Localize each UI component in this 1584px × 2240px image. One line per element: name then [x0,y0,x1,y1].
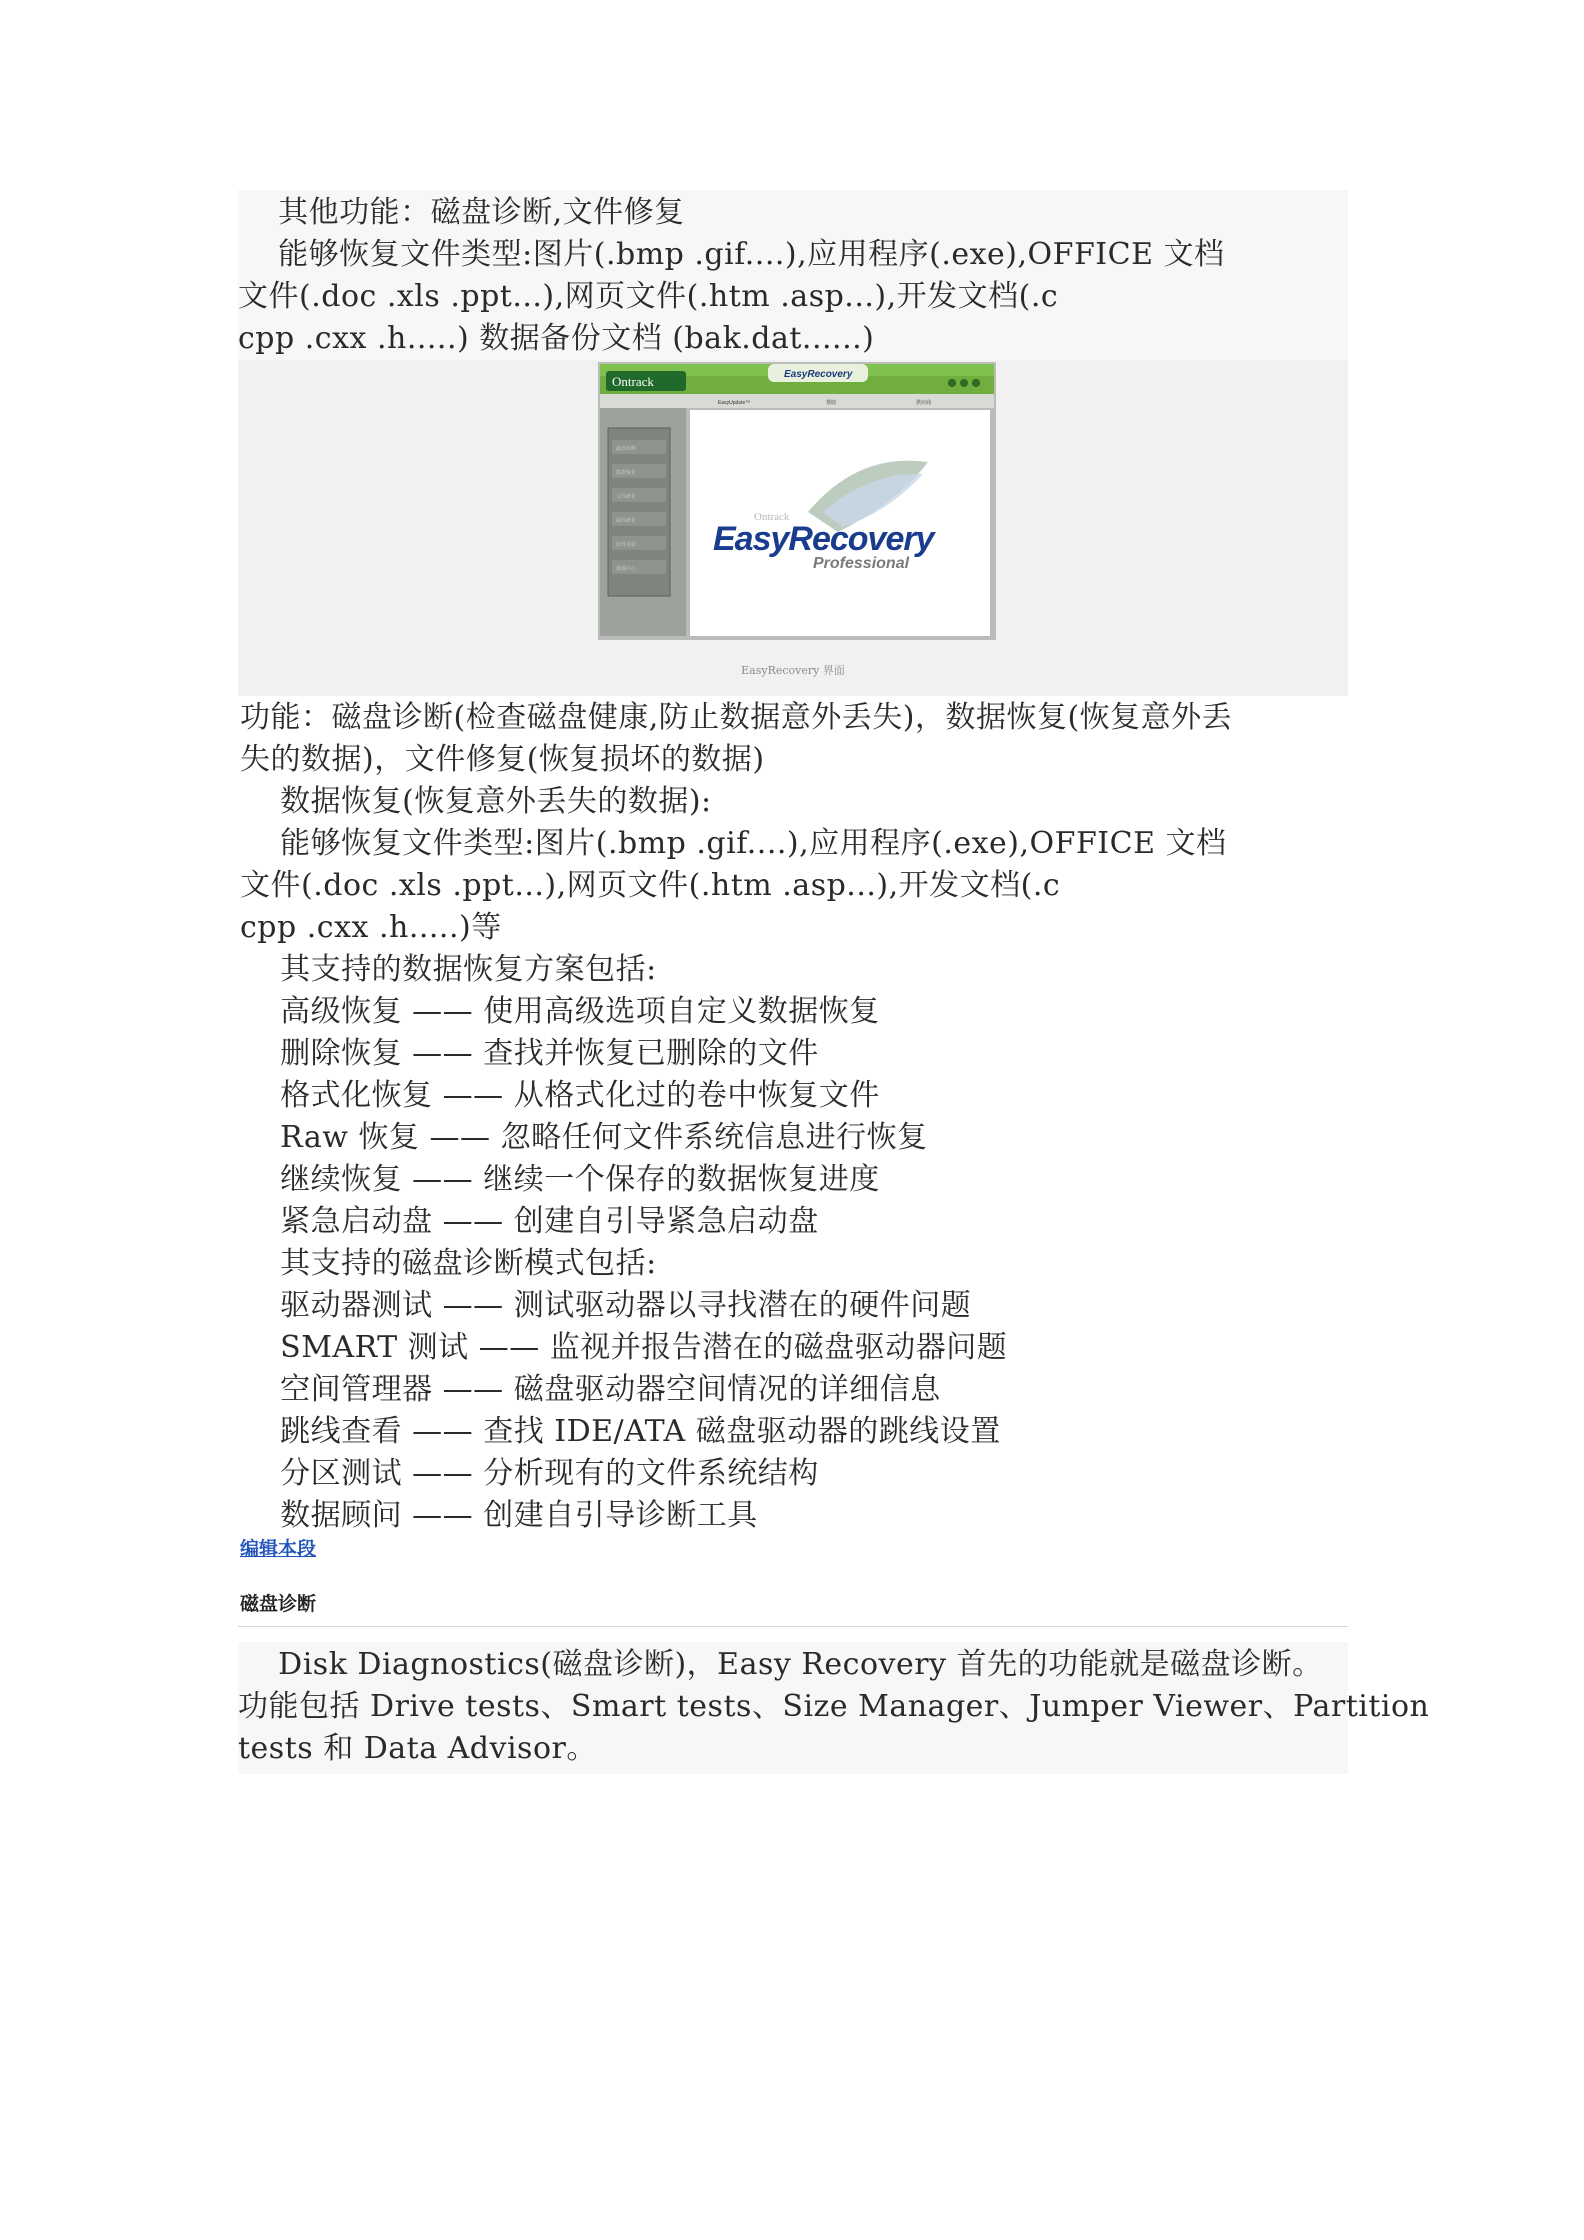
text-line: cpp .cxx .h.....) 数据备份文档 (bak.dat......) [238,321,875,356]
section-divider [238,1626,1348,1627]
text-line: Raw 恢复 —— 忽略任何文件系统信息进行恢复 [240,1120,928,1155]
sidebar-item-disk-diagnostics: 磁盘诊断 [616,446,637,452]
text-line: 分区测试 —— 分析现有的文件系统结构 [240,1456,819,1491]
sidebar-item-software-update: 软件更新 [616,542,637,548]
text-line: 删除恢复 —— 查找并恢复已删除的文件 [240,1036,819,1071]
title-badge-text: EasyRecovery [784,369,853,380]
text-line: 其他功能：磁盘诊断,文件修复 [238,195,685,230]
text-line: 数据顾问 —— 创建自引导诊断工具 [240,1498,758,1533]
text-line: SMART 测试 —— 监视并报告潜在的磁盘驱动器问题 [240,1330,1008,1365]
text-line: 继续恢复 —— 继续一个保存的数据恢复进度 [240,1162,880,1197]
text-line: 其支持的数据恢复方案包括: [240,952,657,987]
text-line: cpp .cxx .h.....)等 [240,910,502,945]
diagnostics-block [238,1642,1430,1774]
edit-section-link[interactable]: 编辑本段 [240,1538,317,1560]
text-line: 文件(.doc .xls .ppt...),网页文件(.htm .asp...),开发文档(.c [240,868,1061,903]
easyrecovery-screenshot [598,362,996,640]
text-line: 紧急启动盘 —— 创建自引导紧急启动盘 [240,1204,819,1239]
brand-text: Ontrack [612,374,654,389]
figure-panel [238,360,1348,696]
sidebar-item-data-recovery: 数据恢复 [616,470,637,476]
tab-vendor: 供应商 [916,400,932,406]
tab-easyupdate: EasyUpdate™ [718,400,751,406]
text-line: 跳线查看 —— 查找 IDE/ATA 磁盘驱动器的跳线设置 [240,1414,1001,1449]
window-button-icon [960,379,968,387]
logo-main-text: EasyRecovery [713,520,934,558]
logo-sub-text: Professional [813,555,910,572]
text-line: 数据恢复(恢复意外丢失的数据): [240,784,712,819]
text-line: tests 和 Data Advisor。 [238,1731,597,1766]
text-line: 驱动器测试 —— 测试驱动器以寻找潜在的硬件问题 [240,1288,972,1323]
tab-help: 帮助 [826,400,837,406]
sidebar-item-file-repair: 文件修复 [616,494,637,500]
text-line: 格式化恢复 —— 从格式化过的卷中恢复文件 [240,1078,880,1113]
text-line: 文件(.doc .xls .ppt...),网页文件(.htm .asp...),开发文档(.c [238,279,1059,314]
section-title: 磁盘诊断 [240,1593,317,1615]
text-line: 能够恢复文件类型:图片(.bmp .gif....),应用程序(.exe),OFFICE 文档 [238,237,1225,272]
figure-caption: EasyRecovery 界面 [741,664,845,677]
text-line: 空间管理器 —— 磁盘驱动器空间情况的详细信息 [240,1372,941,1407]
text-line: 能够恢复文件类型:图片(.bmp .gif....),应用程序(.exe),OFFICE 文档 [240,826,1227,861]
logo-ontrack-text: Ontrack [754,511,790,523]
text-line: 功能：磁盘诊断(检查磁盘健康,防止数据意外丢失)，数据恢复(恢复意外丢 [240,700,1233,735]
text-line: 其支持的磁盘诊断模式包括: [240,1246,657,1281]
text-line: 高级恢复 —— 使用高级选项自定义数据恢复 [240,994,880,1029]
text-line: 失的数据)，文件修复(恢复损坏的数据) [240,742,765,777]
intro-block [238,190,1348,360]
text-line: 功能包括 Drive tests、Smart tests、Size Manager、Jumper Viewer、Partition [238,1689,1430,1724]
text-line: Disk Diagnostics(磁盘诊断)，Easy Recovery 首先的功能就是磁盘诊断。 [238,1647,1323,1682]
window-button-icon [948,379,956,387]
sidebar-item-rescue-center: 救援中心 [616,566,637,572]
sidebar-item-email-repair: 邮件修复 [616,518,637,524]
window-button-icon [972,379,980,387]
